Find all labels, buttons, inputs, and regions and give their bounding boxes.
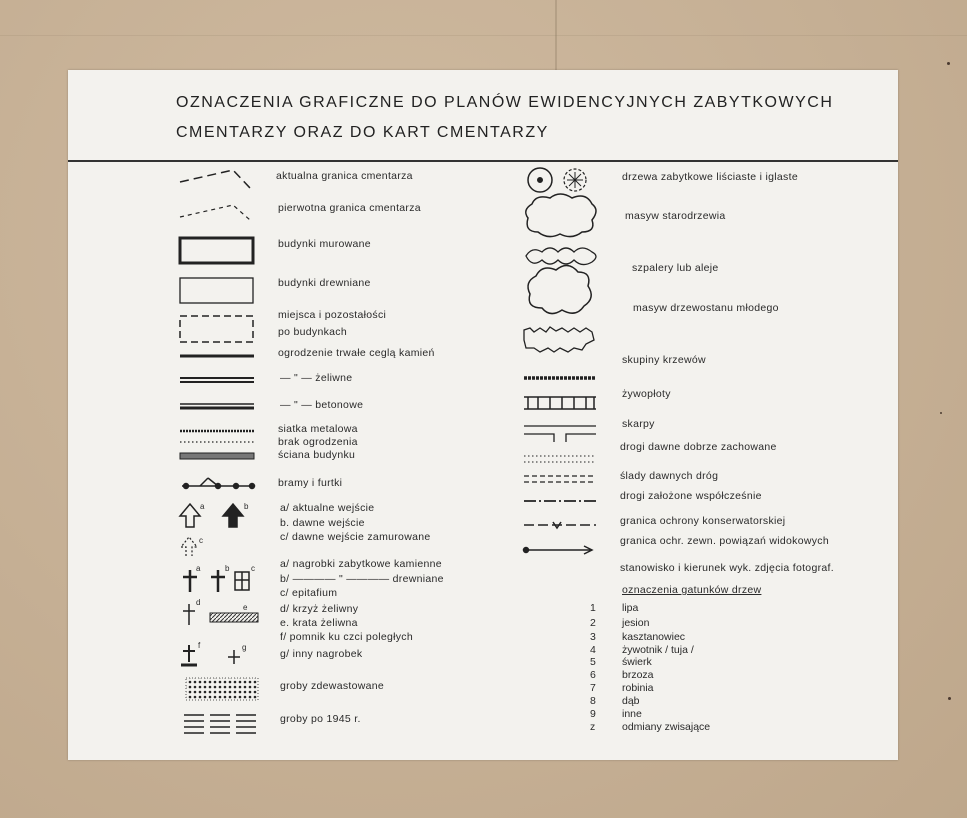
gate-symbol bbox=[182, 478, 255, 489]
modern-roads-symbol bbox=[524, 476, 596, 482]
slope-symbol bbox=[524, 397, 596, 409]
legend-label: żywopłoty bbox=[622, 388, 671, 400]
species-name: lipa bbox=[622, 602, 639, 614]
stone-tomb-cross-icon bbox=[183, 570, 197, 592]
species-number: 1 bbox=[590, 602, 596, 614]
legend-label: c/ dawne wejście zamurowane bbox=[280, 531, 431, 543]
shrubs-symbol bbox=[524, 327, 594, 352]
legend-label: siatka metalowa bbox=[278, 423, 358, 435]
legend-label: c/ epitafium bbox=[280, 587, 338, 599]
legend-label: budynki drewniane bbox=[278, 277, 371, 289]
legend-label: granica ochrony konserwatorskiej bbox=[620, 515, 786, 527]
legend-label: b. dawne wejście bbox=[280, 517, 365, 529]
superscript-b: b bbox=[225, 564, 230, 573]
walled-entrance-arrow-icon bbox=[181, 537, 197, 556]
post-1945-graves-symbol bbox=[184, 715, 256, 733]
legend-label: groby po 1945 r. bbox=[280, 713, 361, 725]
deciduous-tree-icon bbox=[528, 168, 552, 192]
legend-label: po budynkach bbox=[278, 326, 347, 338]
legend-sheet bbox=[68, 70, 898, 760]
coniferous-tree-icon bbox=[564, 169, 586, 191]
species-name: świerk bbox=[622, 656, 652, 668]
species-name: inne bbox=[622, 708, 642, 720]
legend-label: skarpy bbox=[622, 418, 655, 430]
legend-label: skupiny krzewów bbox=[622, 354, 706, 366]
species-name: żywotnik / tuja / bbox=[622, 644, 694, 656]
species-name: robinia bbox=[622, 682, 654, 694]
legend-label: ślady dawnych dróg bbox=[620, 470, 719, 482]
legend-label: drogi dawne dobrze zachowane bbox=[620, 441, 777, 453]
wooden-tomb-cross-icon bbox=[211, 570, 225, 592]
legend-label: a/ aktualne wejście bbox=[280, 502, 375, 514]
legend-label: aktualna granica cmentarza bbox=[276, 170, 413, 182]
species-number: 5 bbox=[590, 656, 596, 668]
legend-label: pierwotna granica cmentarza bbox=[278, 202, 421, 214]
superscript-b: b bbox=[244, 502, 249, 511]
superscript-c: c bbox=[251, 564, 256, 573]
legend-label: szpalery lub aleje bbox=[632, 262, 719, 274]
legend-label: bramy i furtki bbox=[278, 477, 343, 489]
other-tombstone-icon bbox=[228, 650, 240, 664]
species-name: jesion bbox=[622, 617, 650, 629]
left-symbol-column bbox=[68, 70, 268, 750]
legend-label: f/ pomnik ku czci poległych bbox=[280, 631, 413, 643]
iron-cross-icon bbox=[183, 604, 195, 625]
species-name: dąb bbox=[622, 695, 640, 707]
superscript-c: c bbox=[199, 536, 204, 545]
superscript-a: a bbox=[200, 502, 205, 511]
masonry-building-symbol bbox=[180, 238, 253, 263]
species-number: z bbox=[590, 721, 596, 733]
legend-label: ogrodzenie trwałe ceglą kamień bbox=[278, 347, 435, 359]
legend-label: a/ nagrobki zabytkowe kamienne bbox=[280, 558, 442, 570]
boundary-original-symbol bbox=[180, 205, 250, 220]
species-number: 3 bbox=[590, 631, 596, 643]
right-symbol-column bbox=[520, 160, 610, 680]
old-roads-symbol bbox=[524, 426, 596, 442]
legend-label: g/ inny nagrobek bbox=[280, 648, 363, 660]
species-name: brzoza bbox=[622, 669, 654, 681]
legend-label: e. krata żeliwna bbox=[280, 617, 358, 629]
superscript-d: d bbox=[196, 598, 201, 607]
view-protection-boundary-symbol bbox=[524, 522, 596, 528]
photo-direction-symbol bbox=[524, 546, 593, 554]
species-heading: oznaczenia gatunków drzew bbox=[622, 584, 762, 596]
former-building-symbol bbox=[180, 316, 253, 342]
board-speck bbox=[940, 412, 942, 414]
species-number: 7 bbox=[590, 682, 596, 694]
title-line-1: OZNACZENIA GRAFICZNE DO PLANÓW EWIDENCYJNYCH ZABYTKOWYCH bbox=[176, 94, 834, 111]
legend-label: masyw drzewostanu młodego bbox=[633, 302, 779, 314]
fence-concrete-symbol bbox=[180, 404, 254, 408]
legend-label: b/ ———— " ———— drewniane bbox=[280, 573, 444, 585]
legend-label: — " — betonowe bbox=[280, 399, 364, 411]
superscript-g: g bbox=[242, 643, 247, 652]
legend-label: brak ogrodzenia bbox=[278, 436, 358, 448]
legend-label: ściana budynku bbox=[278, 449, 356, 461]
board-speck bbox=[947, 62, 950, 65]
fence-iron-symbol bbox=[180, 378, 254, 382]
legend-label: stanowisko i kierunek wyk. zdjęcia fotograf. bbox=[620, 562, 834, 574]
epitaph-icon bbox=[235, 572, 249, 590]
legend-label: drogi założone współcześnie bbox=[620, 490, 762, 502]
devastated-graves-symbol bbox=[186, 678, 258, 700]
old-trees-mass-symbol bbox=[526, 194, 596, 237]
iron-grille-symbol bbox=[210, 613, 258, 622]
young-trees-mass-symbol bbox=[528, 265, 591, 313]
former-entrance-arrow-icon bbox=[223, 504, 243, 527]
species-number: 2 bbox=[590, 617, 596, 629]
legend-label: groby zdewastowane bbox=[280, 680, 385, 692]
species-number: 6 bbox=[590, 669, 596, 681]
memorial-icon bbox=[181, 645, 197, 665]
title-line-2: CMENTARZY ORAZ DO KART CMENTARZY bbox=[176, 124, 549, 141]
legend-label: budynki murowane bbox=[278, 238, 371, 250]
current-entrance-arrow-icon bbox=[180, 504, 200, 527]
species-name: odmiany zwisające bbox=[622, 721, 711, 733]
tree-alley-symbol bbox=[526, 248, 596, 265]
legend-label: drzewa zabytkowe liściaste i iglaste bbox=[622, 171, 798, 183]
legend-label: miejsca i pozostałości bbox=[278, 309, 387, 321]
species-number: 9 bbox=[590, 708, 596, 720]
legend-label: masyw starodrzewia bbox=[625, 210, 726, 222]
legend-label: d/ krzyż żeliwny bbox=[280, 603, 359, 615]
board-crease bbox=[0, 35, 967, 36]
wooden-building-symbol bbox=[180, 278, 253, 303]
board-speck bbox=[948, 697, 951, 700]
superscript-f: f bbox=[198, 641, 201, 650]
species-number: 8 bbox=[590, 695, 596, 707]
superscript-a: a bbox=[196, 564, 201, 573]
species-name: kasztanowiec bbox=[622, 631, 686, 643]
building-wall-symbol bbox=[180, 453, 254, 459]
boundary-current-symbol bbox=[180, 170, 250, 188]
legend-label: — " — żeliwne bbox=[280, 372, 353, 384]
superscript-e: e bbox=[243, 603, 248, 612]
legend-label: granica ochr. zewn. powiązań widokowych bbox=[620, 535, 829, 547]
species-number: 4 bbox=[590, 644, 596, 656]
traces-of-roads-symbol bbox=[524, 456, 596, 462]
